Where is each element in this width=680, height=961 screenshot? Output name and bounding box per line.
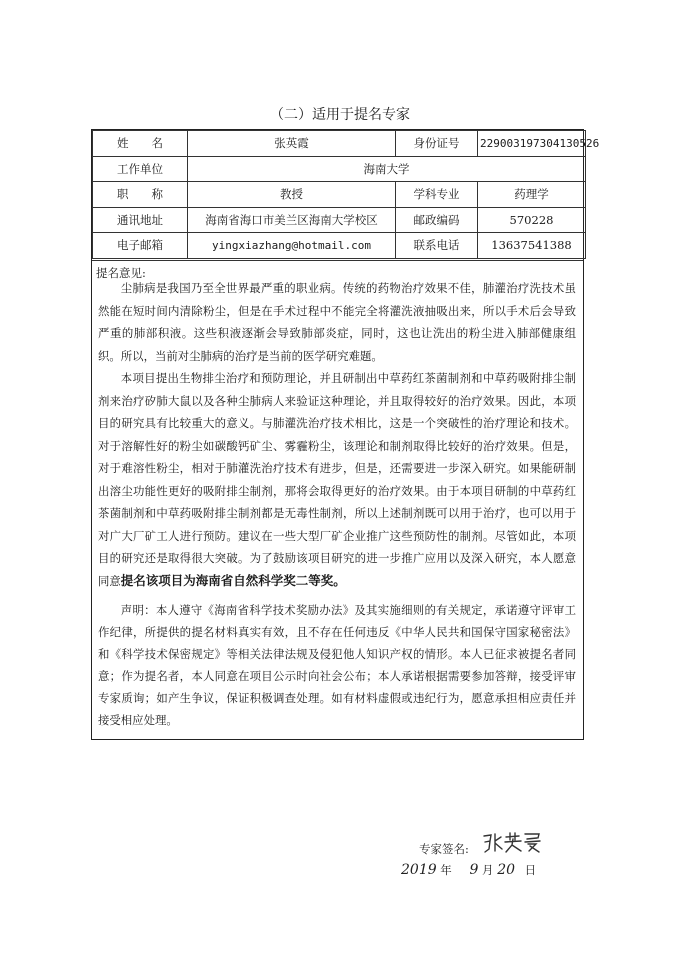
date-month-unit: 月 <box>482 863 494 877</box>
address-label: 通讯地址 <box>93 207 188 233</box>
position-label: 职 称 <box>93 182 188 208</box>
opinion-label: 提名意见: <box>96 266 146 280</box>
email-label: 电子邮箱 <box>93 233 188 259</box>
name-label: 姓 名 <box>93 131 188 157</box>
table-row <box>93 131 586 157</box>
id-value: 229003197304130526 <box>478 131 586 157</box>
discipline-label: 学科专业 <box>396 182 478 208</box>
handwritten-signature <box>481 831 543 855</box>
opinion-paragraph-2 <box>98 367 576 592</box>
signature-label: 专家签名: <box>419 842 469 856</box>
nominator-info-table <box>92 130 600 259</box>
phone-label: 联系电话 <box>396 233 478 259</box>
date-year-unit: 年 <box>440 863 452 877</box>
date-month: 9 <box>469 862 479 878</box>
id-label: 身份证号 <box>396 131 478 157</box>
signature-line <box>419 841 469 857</box>
table-row <box>93 233 586 259</box>
postcode-value: 570228 <box>478 207 586 233</box>
nomination-opinion-section <box>92 260 583 878</box>
employer-value: 海南大学 <box>188 156 586 182</box>
opinion-conclusion: 提名该项目为海南省自然科学奖二等奖。 <box>120 572 346 588</box>
nominator-form <box>91 129 600 878</box>
signature-date <box>401 862 536 878</box>
table-row <box>93 207 586 233</box>
name-value: 张英霞 <box>188 131 396 157</box>
date-day-unit: 日 <box>524 863 537 877</box>
postcode-label: 邮政编码 <box>396 207 478 233</box>
opinion-paragraph-1: 尘肺病是我国乃至全世界最严重的职业病。传统的药物治疗效果不佳，肺灌治疗洗技术虽然能在短时间内清除粉尘，但是在手术过程中不能完全将灌洗液抽吸出来，所以手术后会导致严重的肺部积液。这些积液逐渐会导致肺部炎症，同时，这也让洗出的粉尘进入肺部健康组织。所以，当前对尘肺病的治疗是当前的医学研究难题。 <box>98 281 576 363</box>
address-value: 海南省海口市美兰区海南大学校区 <box>188 207 396 233</box>
date-day: 20 <box>497 862 516 878</box>
table-row <box>93 182 586 208</box>
phone-value: 13637541388 <box>478 233 586 259</box>
date-year: 2019 <box>401 862 437 878</box>
table-row <box>93 156 586 182</box>
opinion-paragraph-2-text: 本项目提出生物排尘治疗和预防理论，并且研制出中草药红茶菌制剂和中草药吸附排尘制剂来治疗矽肺大鼠以及各种尘肺病人来验证这种理论，并且取得较好的治疗效果。因此，本项目的研究具有比较重大的意义。与肺灌洗治疗技术相比，这是一个突破性的治疗理论和技术。对于溶解性好的粉尘如碳酸钙矿尘、雾霾粉尘，该理论和制剂取得比较好的治疗效果。但是，对于难溶性粉尘，相对于肺灌洗治疗技术有进步，但是，还需要进一步深入研究。如果能研制出溶尘功能性更好的吸附排尘制剂，那将会取得更好的治疗效果。由于本项目研制的中草药红茶菌制剂和中草药吸附排尘制剂都是无毒性制剂，所以上述制剂既可以用于治疗，也可以用于对广大厂矿工人进行预防。建议在一些大型厂矿企业推广这些预防性的制剂。尽管如此，本项目的研究还是取得很大突破。为了鼓励该项目研究的进一步推广应用以及深入研究，本人愿意同意 <box>98 371 576 588</box>
employer-label: 工作单位 <box>93 156 188 182</box>
discipline-value: 药理学 <box>478 182 586 208</box>
position-value: 教授 <box>188 182 396 208</box>
declaration-paragraph: 声明：本人遵守《海南省科学技术奖励办法》及其实施细则的有关规定，承诺遵守评审工作纪律，所提供的提名材料真实有效，且不存在任何违反《中华人民共和国保守国家秘密法》和《科学技术保密规定》等相关法律法规及侵犯他人知识产权的情形。本人已征求被提名者同意；作为提名者，本人同意在项目公示时向社会公布；本人承诺根据需要参加答辩，接受评审专家质询；如产生争议，保证积极调查处理。如有材料虚假或违纪行为，愿意承担相应责任并接受相应处理。 <box>98 603 576 727</box>
email-value: yingxiazhang@hotmail.com <box>188 233 396 259</box>
form-section-title: （二）适用于提名专家 <box>270 107 410 123</box>
